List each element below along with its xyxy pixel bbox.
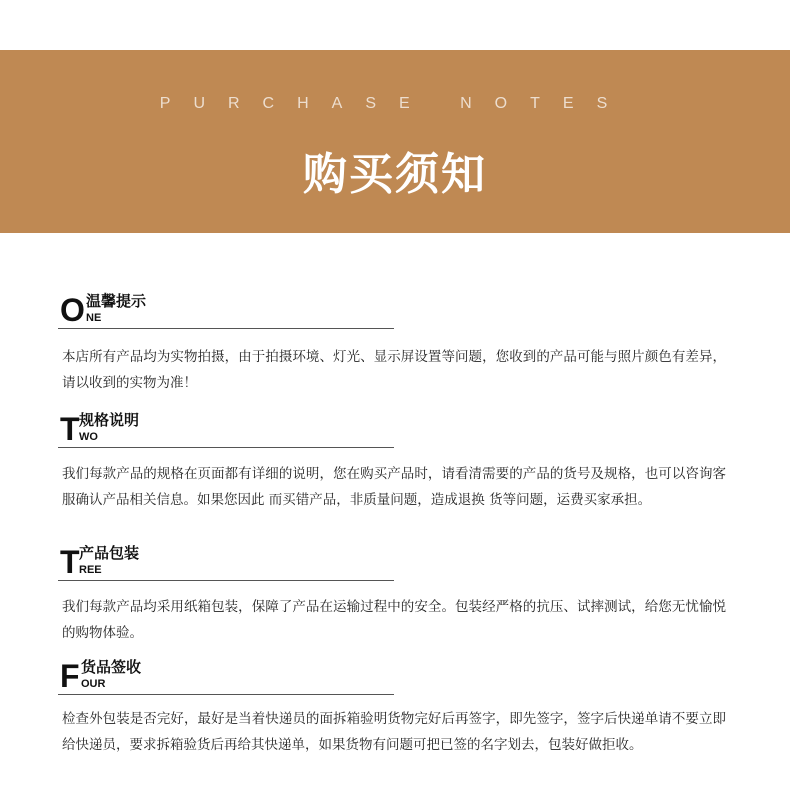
- section-divider: [58, 694, 394, 695]
- section-en-suffix: REE: [79, 564, 102, 576]
- section-en-suffix: OUR: [81, 678, 106, 690]
- section-divider: [58, 328, 394, 329]
- section-body: 我们每款产品的规格在页面都有详细的说明，您在购买产品时，请看清需要的产品的货号及规格，也可以咨询客服确认产品相关信息。如果您因此 而买错产品，非质量问题，造成退换 货等问题，运费买家承担。: [62, 466, 726, 508]
- section-en-suffix: NE: [86, 312, 102, 324]
- section-header: [58, 292, 738, 332]
- section-header: [58, 658, 738, 698]
- section-divider: [58, 447, 394, 448]
- section-letter: O: [60, 292, 85, 328]
- section-warm-tips: [58, 292, 738, 396]
- section-header: [58, 544, 738, 584]
- section-title: 货品签收: [81, 658, 142, 676]
- section-en-suffix: WO: [79, 431, 98, 443]
- banner-subtitle: PURCHASE NOTES: [159, 95, 631, 112]
- section-receipt: [58, 658, 738, 758]
- section-title: 温馨提示: [86, 292, 147, 310]
- section-divider: [58, 580, 394, 581]
- banner-title: 购买须知: [303, 149, 487, 200]
- section-body: 检查外包装是否完好，最好是当着快递员的面拆箱验明货物完好后再签字，即先签字，签字后快递单请不要立即给快递员，要求拆箱验货后再给其快递单，如果货物有问题可把已签的名字划去，包装好做拒收。: [62, 711, 726, 753]
- section-letter: T: [60, 411, 80, 447]
- section-packaging: [58, 544, 738, 646]
- section-spec-notes: [58, 411, 738, 513]
- section-title: 规格说明: [79, 411, 140, 429]
- header-banner: [0, 50, 790, 233]
- section-letter: F: [60, 658, 80, 694]
- section-title: 产品包装: [79, 544, 140, 562]
- section-letter: T: [60, 544, 80, 580]
- section-header: [58, 411, 738, 451]
- section-body: 我们每款产品均采用纸箱包装，保障了产品在运输过程中的安全。包装经严格的抗压、试摔测试，给您无忧愉悦的购物体验。: [62, 599, 726, 641]
- section-body: 本店所有产品均为实物拍摄，由于拍摄环境、灯光、显示屏设置等问题，您收到的产品可能与照片颜色有差异，请以收到的实物为准！: [62, 349, 726, 391]
